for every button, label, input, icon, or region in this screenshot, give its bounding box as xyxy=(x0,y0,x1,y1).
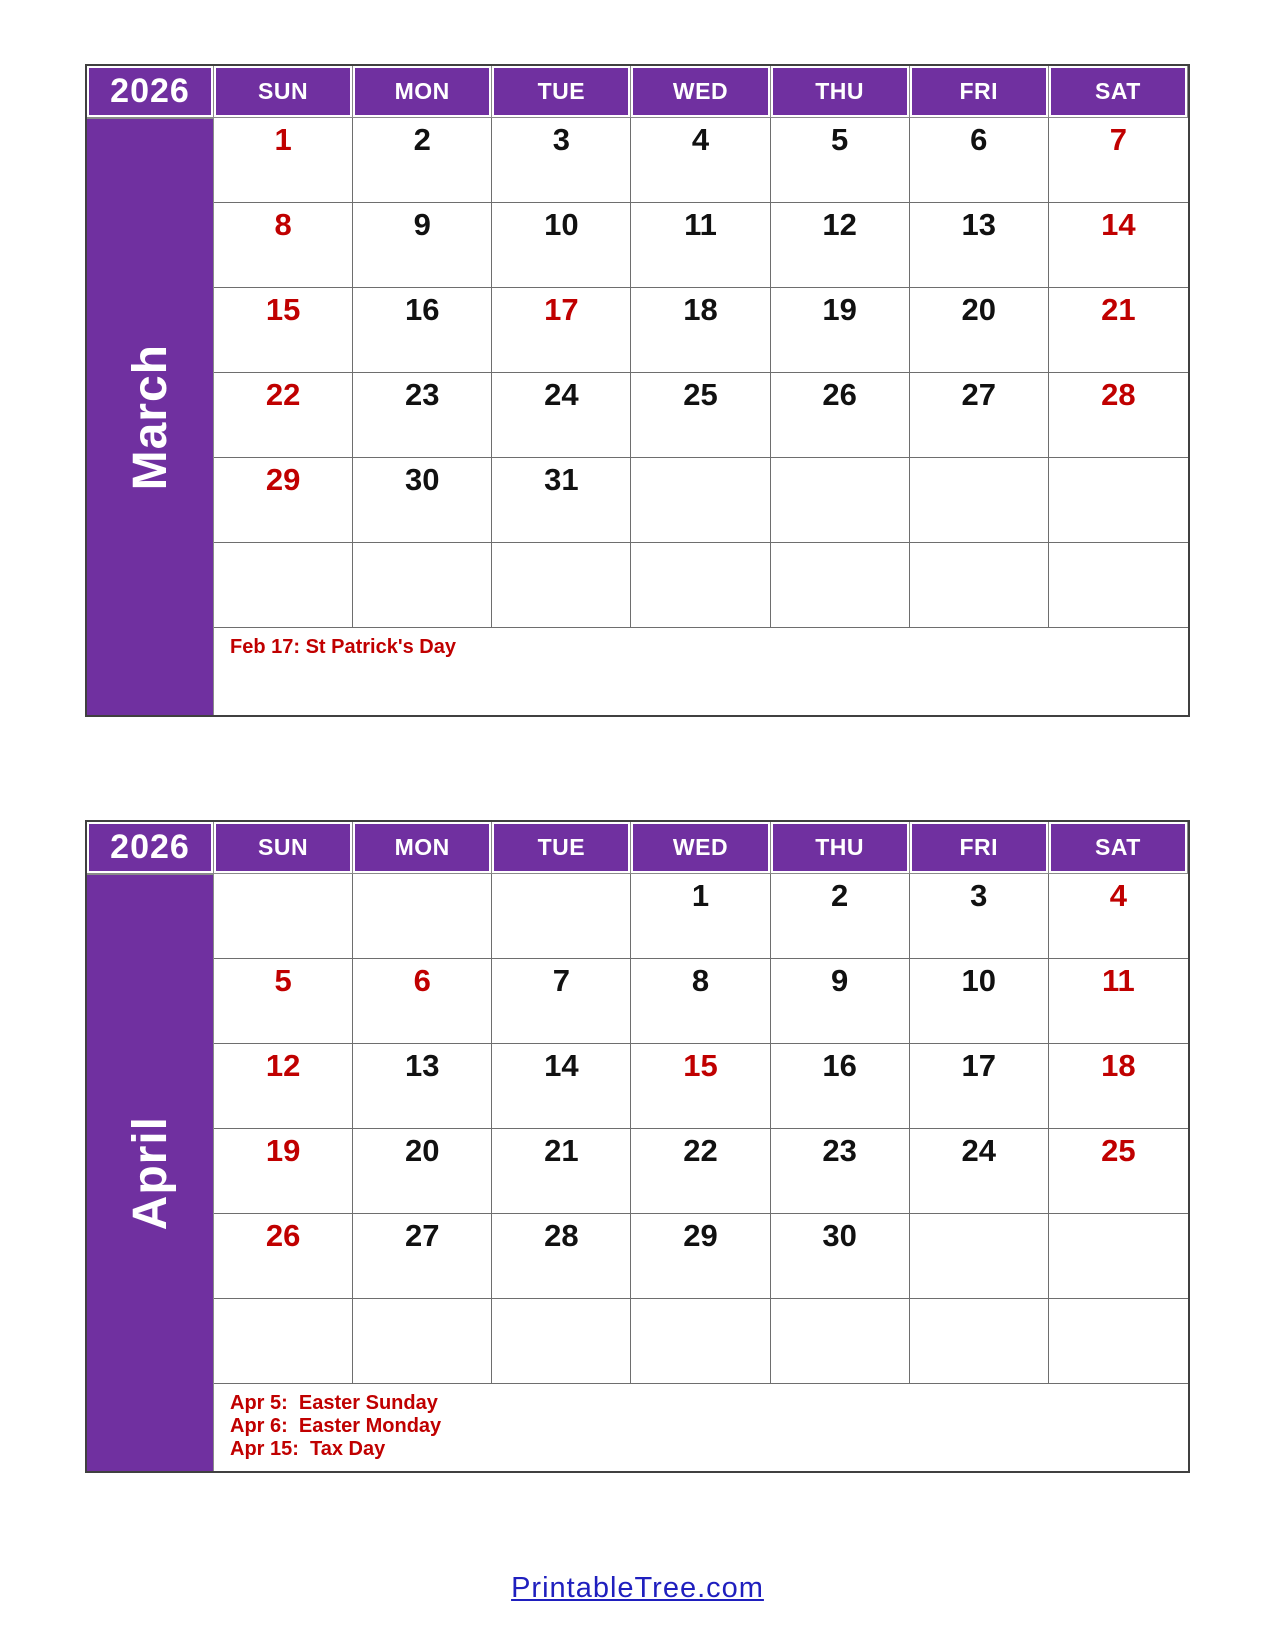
date-cell: 28 xyxy=(492,1214,631,1299)
month-name-label: April xyxy=(123,1115,177,1231)
date-cell: 5 xyxy=(771,118,910,203)
day-header-mon: MON xyxy=(353,66,492,118)
date-cell: 6 xyxy=(910,118,1049,203)
date-cell: 10 xyxy=(910,959,1049,1044)
date-cell: 8 xyxy=(631,959,770,1044)
date-cell: 1 xyxy=(631,874,770,959)
day-header-thu: THU xyxy=(771,822,910,874)
date-cell xyxy=(631,1299,770,1384)
day-header-fri: FRI xyxy=(910,822,1049,874)
date-cell: 30 xyxy=(353,458,492,543)
date-cell xyxy=(353,874,492,959)
date-cell: 21 xyxy=(492,1129,631,1214)
dates-grid xyxy=(214,118,1188,628)
date-cell: 26 xyxy=(771,373,910,458)
day-header-wed: WED xyxy=(631,66,770,118)
day-header-fri: FRI xyxy=(910,66,1049,118)
date-cell: 12 xyxy=(771,203,910,288)
date-cell: 27 xyxy=(353,1214,492,1299)
calendar-april xyxy=(85,820,1190,1473)
date-cell xyxy=(771,543,910,628)
date-cell: 4 xyxy=(631,118,770,203)
date-cell xyxy=(771,1299,910,1384)
date-cell xyxy=(1049,543,1188,628)
date-cell: 15 xyxy=(214,288,353,373)
date-cell xyxy=(214,543,353,628)
calendar-march xyxy=(85,64,1190,717)
date-cell: 15 xyxy=(631,1044,770,1129)
date-cell: 10 xyxy=(492,203,631,288)
date-cell: 20 xyxy=(353,1129,492,1214)
date-cell: 30 xyxy=(771,1214,910,1299)
date-cell xyxy=(910,458,1049,543)
date-cell: 11 xyxy=(631,203,770,288)
date-cell: 18 xyxy=(631,288,770,373)
date-cell: 11 xyxy=(1049,959,1188,1044)
date-cell: 6 xyxy=(353,959,492,1044)
date-cell xyxy=(910,543,1049,628)
date-cell: 14 xyxy=(492,1044,631,1129)
date-cell: 20 xyxy=(910,288,1049,373)
date-cell: 29 xyxy=(214,458,353,543)
holiday-notes xyxy=(214,1384,1188,1471)
date-cell: 19 xyxy=(771,288,910,373)
date-cell: 5 xyxy=(214,959,353,1044)
date-cell: 26 xyxy=(214,1214,353,1299)
holiday-note-line: Feb 17: St Patrick's Day xyxy=(230,636,456,658)
date-cell: 17 xyxy=(910,1044,1049,1129)
date-cell xyxy=(910,1299,1049,1384)
date-cell: 7 xyxy=(1049,118,1188,203)
date-cell xyxy=(492,543,631,628)
brand-link[interactable]: PrintableTree.com xyxy=(511,1572,764,1604)
month-sidebar xyxy=(87,118,214,715)
date-cell: 22 xyxy=(631,1129,770,1214)
date-cell: 23 xyxy=(771,1129,910,1214)
date-cell xyxy=(353,1299,492,1384)
date-cell: 24 xyxy=(492,373,631,458)
date-cell xyxy=(492,1299,631,1384)
date-cell: 13 xyxy=(910,203,1049,288)
date-cell: 3 xyxy=(910,874,1049,959)
date-cell: 3 xyxy=(492,118,631,203)
date-cell: 9 xyxy=(353,203,492,288)
date-cell: 21 xyxy=(1049,288,1188,373)
date-cell: 2 xyxy=(353,118,492,203)
holiday-note-line: Apr 6: Easter Monday xyxy=(230,1415,442,1437)
day-header-sat: SAT xyxy=(1049,66,1188,118)
date-cell xyxy=(492,874,631,959)
month-name-label: March xyxy=(123,343,177,491)
date-cell: 25 xyxy=(631,373,770,458)
day-header-wed: WED xyxy=(631,822,770,874)
date-cell: 16 xyxy=(771,1044,910,1129)
date-cell: 7 xyxy=(492,959,631,1044)
date-cell xyxy=(353,543,492,628)
year-cell xyxy=(87,66,214,118)
day-header-mon: MON xyxy=(353,822,492,874)
day-header-tue: TUE xyxy=(492,66,631,118)
holiday-note-line: Apr 5: Easter Sunday xyxy=(230,1392,438,1414)
date-cell xyxy=(1049,1299,1188,1384)
date-cell: 24 xyxy=(910,1129,1049,1214)
date-cell xyxy=(1049,458,1188,543)
date-cell: 28 xyxy=(1049,373,1188,458)
date-cell xyxy=(1049,1214,1188,1299)
date-cell: 27 xyxy=(910,373,1049,458)
dates-grid xyxy=(214,874,1188,1384)
date-cell: 17 xyxy=(492,288,631,373)
month-sidebar xyxy=(87,874,214,1471)
date-cell: 2 xyxy=(771,874,910,959)
day-header-tue: TUE xyxy=(492,822,631,874)
date-cell: 13 xyxy=(353,1044,492,1129)
footer-brand xyxy=(0,1572,1275,1605)
holiday-notes xyxy=(214,628,1188,715)
date-cell: 23 xyxy=(353,373,492,458)
year-cell xyxy=(87,822,214,874)
holiday-note-line: Apr 15: Tax Day xyxy=(230,1438,386,1460)
date-cell xyxy=(631,458,770,543)
date-cell xyxy=(214,1299,353,1384)
date-cell xyxy=(771,458,910,543)
date-cell: 8 xyxy=(214,203,353,288)
date-cell xyxy=(631,543,770,628)
day-header-thu: THU xyxy=(771,66,910,118)
date-cell: 29 xyxy=(631,1214,770,1299)
date-cell: 16 xyxy=(353,288,492,373)
date-cell: 14 xyxy=(1049,203,1188,288)
date-cell xyxy=(910,1214,1049,1299)
year-label: 2026 xyxy=(89,68,211,115)
day-header-sun: SUN xyxy=(214,822,353,874)
day-header-sat: SAT xyxy=(1049,822,1188,874)
date-cell: 19 xyxy=(214,1129,353,1214)
date-cell: 31 xyxy=(492,458,631,543)
date-cell: 4 xyxy=(1049,874,1188,959)
date-cell: 12 xyxy=(214,1044,353,1129)
date-cell: 22 xyxy=(214,373,353,458)
date-cell: 18 xyxy=(1049,1044,1188,1129)
date-cell: 9 xyxy=(771,959,910,1044)
year-label: 2026 xyxy=(89,824,211,871)
date-cell: 1 xyxy=(214,118,353,203)
date-cell xyxy=(214,874,353,959)
day-header-sun: SUN xyxy=(214,66,353,118)
date-cell: 25 xyxy=(1049,1129,1188,1214)
